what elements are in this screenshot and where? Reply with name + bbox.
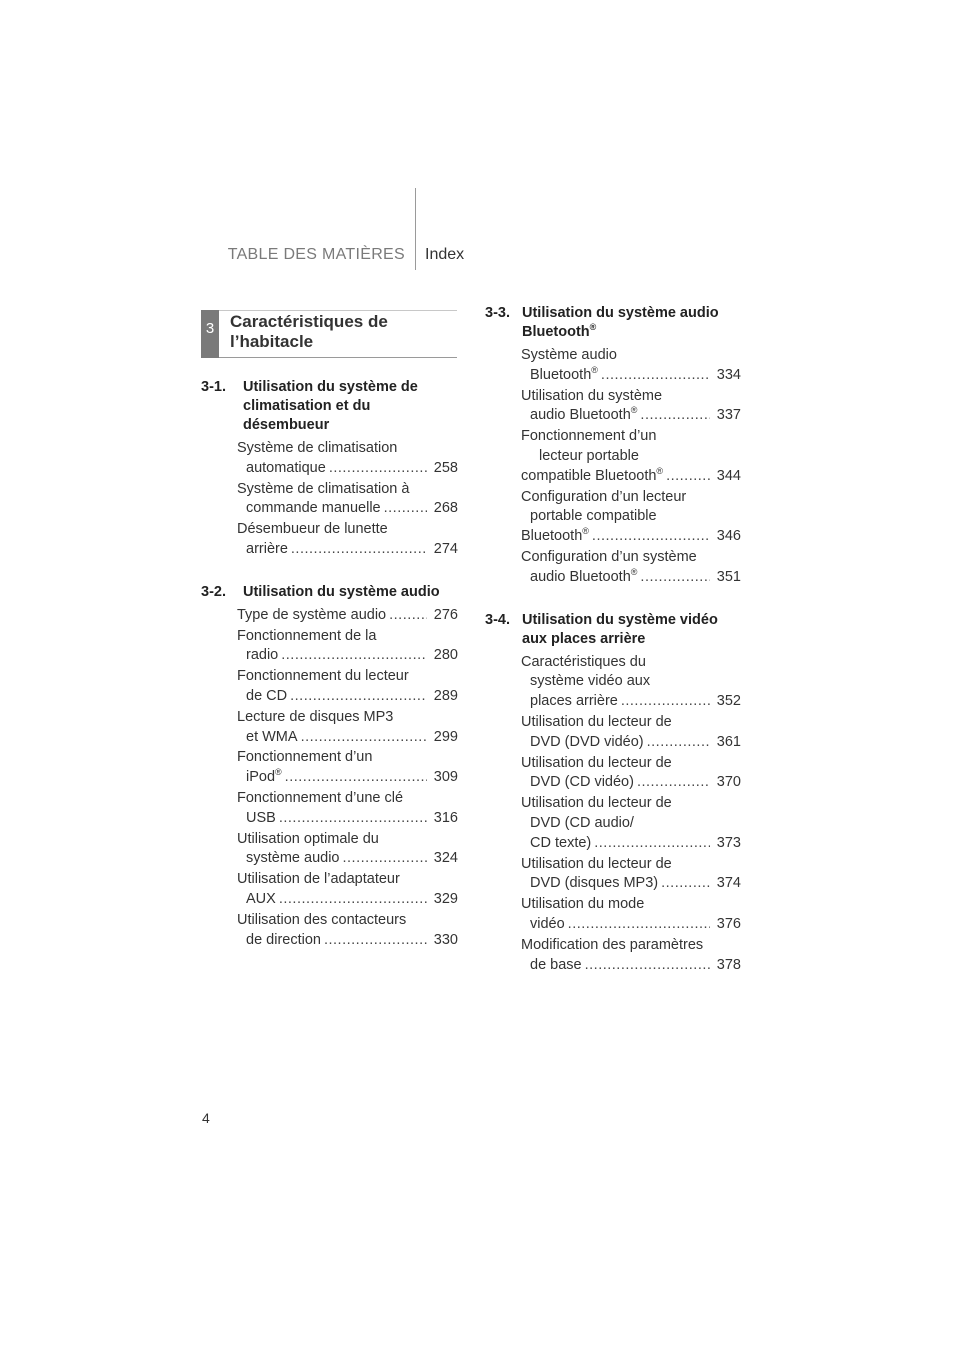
toc-entry[interactable]: Utilisation du mode vidéo ..... 376	[521, 895, 741, 935]
toc-entry[interactable]: Fonctionnement d’un lecteur portable compatible Bluetooth® ..... 344	[521, 427, 741, 486]
page-ref: 309	[433, 769, 458, 786]
page-ref: 346	[716, 528, 741, 545]
chapter-number: 3-1.	[201, 379, 226, 395]
page-ref: 268	[433, 500, 458, 517]
page-ref: 334	[716, 366, 741, 383]
toc-column-right	[485, 304, 745, 976]
chapter-3-1	[201, 378, 461, 435]
toc-entry[interactable]: Utilisation du lecteur de DVD (disques MP3) ..... 374	[521, 855, 741, 895]
toc-entry[interactable]: Utilisation du lecteur de DVD (CD audio/ CD texte) ..... 373	[521, 794, 741, 853]
index-link[interactable]: Index	[425, 246, 465, 263]
chapter-3-3	[485, 304, 745, 342]
toc-entry[interactable]: Utilisation de l’adaptateur AUX ..... 329	[237, 870, 458, 910]
page-ref: 378	[716, 956, 741, 973]
toc-entry[interactable]: Désembueur de lunette arrière ..... 274	[237, 520, 458, 560]
toc-entry[interactable]: Système audio Bluetooth® ..... 334	[521, 346, 741, 386]
section-title: Caractéristiques de l’habitacle	[230, 312, 388, 351]
chapter-title: Utilisation du système vidéo aux places arrière	[522, 611, 718, 647]
chapter-3-4	[485, 611, 745, 649]
page-ref: 324	[433, 850, 458, 867]
toc-entry[interactable]: Utilisation des contacteurs de direction ..... 330	[237, 911, 458, 951]
section-number: 3	[201, 310, 219, 358]
toc-entry[interactable]: Utilisation du système audio Bluetooth® ..... 337	[521, 387, 741, 427]
toc-entry[interactable]: Caractéristiques du système vidéo aux places arrière ..... 352	[521, 653, 741, 712]
section-header	[201, 310, 457, 358]
page-ref: 361	[716, 733, 741, 750]
page-ref: 351	[716, 568, 741, 585]
chapter-title: Utilisation du système audio Bluetooth®	[522, 305, 719, 340]
page-ref: 276	[433, 606, 458, 623]
toc-entry[interactable]: Utilisation optimale du système audio ..... 324	[237, 830, 458, 870]
toc-entry[interactable]: Système de climatisation automatique ..... 258	[237, 439, 458, 479]
toc-entry[interactable]: Fonctionnement de la radio ..... 280	[237, 627, 458, 667]
page-ref: 337	[716, 407, 741, 424]
toc-entry[interactable]: Système de climatisation à commande manuelle ..... 268	[237, 480, 458, 520]
page-ref: 376	[716, 915, 741, 932]
page-ref: 316	[433, 809, 458, 826]
toc-entry[interactable]: Utilisation du lecteur de DVD (CD vidéo) ..... 370	[521, 754, 741, 794]
toc-entry[interactable]: Fonctionnement d’un iPod® ..... 309	[237, 748, 458, 788]
header-divider	[415, 188, 416, 270]
toc-entry[interactable]: Utilisation du lecteur de DVD (DVD vidéo) ..... 361	[521, 713, 741, 753]
page-ref: 370	[716, 774, 741, 791]
page-ref: 289	[433, 687, 458, 704]
toc-column-left	[201, 378, 461, 951]
chapter-title: Utilisation du système de climatisation et du désembueur	[243, 379, 418, 433]
toc-entry[interactable]: Lecture de disques MP3 et WMA ..... 299	[237, 708, 458, 748]
toc-entry[interactable]: Configuration d’un système audio Bluetooth® ..... 351	[521, 548, 741, 588]
page-ref: 373	[716, 834, 741, 851]
toc-entry[interactable]: Fonctionnement d’une clé USB ..... 316	[237, 789, 458, 829]
toc-entry[interactable]: Fonctionnement du lecteur de CD ..... 289	[237, 667, 458, 707]
page-ref: 352	[716, 693, 741, 710]
toc-link[interactable]: TABLE DES MATIÈRES	[227, 246, 405, 263]
section-top-rule	[219, 310, 457, 311]
page-ref: 344	[716, 467, 741, 484]
chapter-3-2	[201, 583, 461, 602]
page-ref: 280	[433, 647, 458, 664]
chapter-number: 3-4.	[485, 611, 510, 628]
chapter-title: Utilisation du système audio	[243, 583, 440, 600]
chapter-number: 3-3.	[485, 305, 510, 321]
toc-entry[interactable]: Type de système audio ..... 276	[237, 606, 458, 626]
page-ref: 374	[716, 875, 741, 892]
page-ref: 258	[433, 459, 458, 476]
page-ref: 299	[433, 728, 458, 745]
page-ref: 274	[433, 540, 458, 557]
toc-entry[interactable]: Modification des paramètres de base ..... 378	[521, 936, 741, 976]
chapter-number: 3-2.	[201, 583, 226, 600]
toc-entry[interactable]: Configuration d’un lecteur portable compatible Bluetooth® ..... 346	[521, 488, 741, 547]
section-bottom-rule	[219, 357, 457, 358]
page-ref: 330	[433, 931, 458, 948]
page-number: 4	[202, 1110, 210, 1126]
page-ref: 329	[433, 890, 458, 907]
